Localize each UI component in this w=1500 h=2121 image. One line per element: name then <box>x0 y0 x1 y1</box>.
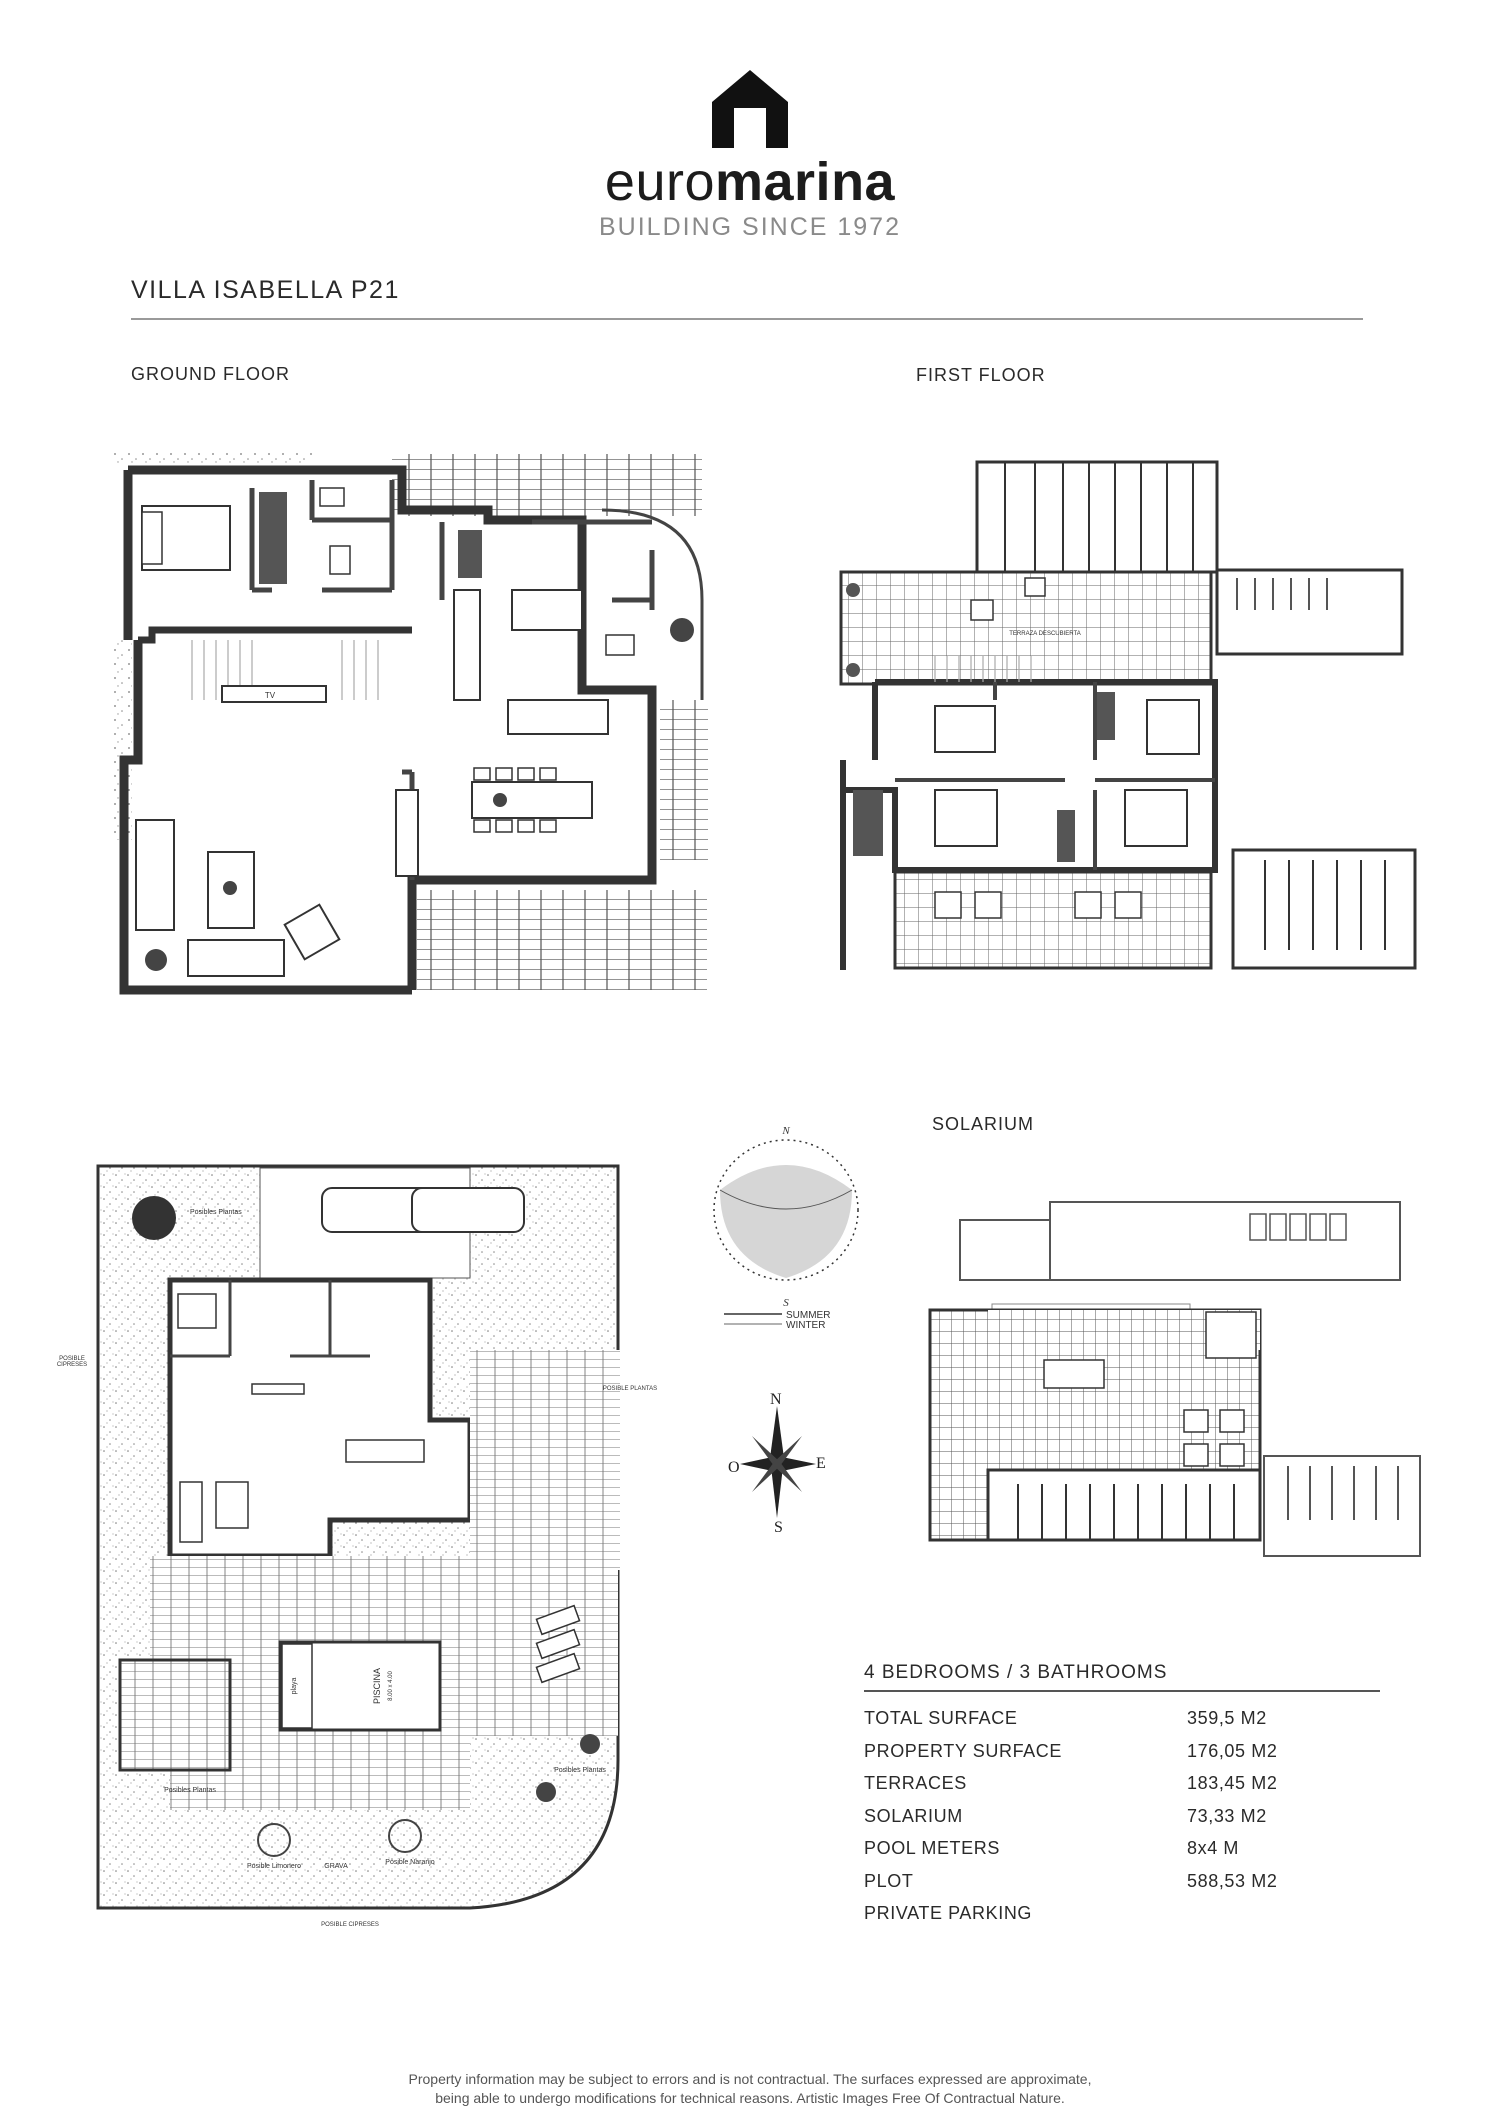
brand-name-light: euro <box>604 152 715 212</box>
winter-label: WINTER <box>786 1320 826 1331</box>
piscina-size-label: 8.00 x 4.00 <box>388 1671 394 1701</box>
compass-e-label: E <box>816 1455 826 1472</box>
playa-label: playa <box>291 1677 298 1695</box>
cipreses-left-label: POSIBLE CIPRESES <box>56 1356 88 1368</box>
summary-row <box>864 1832 1380 1865</box>
sun-south-label: S <box>783 1297 789 1309</box>
sun-path-diagram <box>706 1125 876 1338</box>
brand-name <box>0 152 1500 212</box>
piscina-label: PISCINA <box>372 1667 382 1705</box>
terraza-label: TERRAZA DESCUBIERTA <box>1009 631 1081 637</box>
summary-value: 183,45 M2 <box>1187 1773 1278 1793</box>
summary-value: 588,53 M2 <box>1187 1870 1278 1891</box>
plantas-label-pergola: Posibles Plantas <box>164 1787 216 1794</box>
summary-row <box>864 1702 1380 1735</box>
plantas-label-top: Posibles Plantas <box>190 1209 242 1216</box>
summary-label: PRIVATE PARKING <box>864 1903 1033 1923</box>
summary-label: SOLARIUM <box>864 1805 963 1826</box>
summary-row <box>864 1897 1380 1930</box>
brand-tagline: BUILDING SINCE 1972 <box>599 213 901 241</box>
summary-value: 176,05 M2 <box>1187 1740 1278 1761</box>
naranjo-label: Posible Naranjo <box>385 1859 435 1866</box>
ground-floor-label: GROUND FLOOR <box>131 364 291 384</box>
ground-floor-plan <box>112 450 712 995</box>
summary-label: TOTAL SURFACE <box>864 1708 1018 1728</box>
summary-row <box>864 1735 1380 1768</box>
bed-bath-heading: 4 BEDROOMS / 3 BATHROOMS <box>864 1662 1380 1692</box>
cipreses-bottom-label: POSIBLE CIPRESES <box>321 1922 379 1928</box>
tv-label: TV <box>264 691 276 700</box>
property-summary <box>864 1662 1380 1930</box>
summary-label: POOL METERS <box>864 1838 1000 1858</box>
title-divider <box>131 318 1363 320</box>
summary-label: TERRACES <box>864 1773 967 1793</box>
summary-row <box>864 1865 1380 1898</box>
disclaimer <box>0 2070 1500 2108</box>
first-floor-label: FIRST FLOOR <box>916 365 1046 385</box>
disclaimer-line-2: being able to undergo modifications for technical reasons. Artistic Images Free Of Contractual Nature. <box>435 2090 1065 2106</box>
limonero-label: Posible Limonero <box>246 1863 302 1870</box>
brand-name-bold: marina <box>715 152 896 212</box>
solarium-label: SOLARIUM <box>932 1114 1035 1134</box>
compass-s-label: S <box>774 1519 783 1536</box>
summer-label: SUMMER <box>786 1310 831 1321</box>
compass-n-label: N <box>770 1391 782 1408</box>
grava-label: GRAVA <box>324 1863 348 1870</box>
document-title: VILLA ISABELLA P21 <box>131 276 400 304</box>
site-plan <box>90 1160 658 1930</box>
sun-north-label: N <box>782 1125 790 1137</box>
compass-rose-icon <box>722 1391 832 1536</box>
summary-row <box>864 1800 1380 1833</box>
summary-row <box>864 1767 1380 1800</box>
solarium-plan <box>928 1200 1428 1560</box>
posible-plantas-label: POSIBLE PLANTAS <box>602 1386 658 1392</box>
compass-o-label: O <box>728 1459 740 1476</box>
summary-label: PROPERTY SURFACE <box>864 1740 1062 1761</box>
first-floor-plan <box>835 460 1420 975</box>
summary-label: PLOT <box>864 1870 914 1891</box>
brand-block <box>0 68 1500 242</box>
summary-value: 73,33 M2 <box>1187 1805 1267 1826</box>
summary-value: 8x4 M <box>1187 1838 1240 1858</box>
disclaimer-line-1: Property information may be subject to errors and is not contractual. The surfaces expressed are approximate, <box>408 2071 1092 2087</box>
summary-value: 359,5 M2 <box>1187 1708 1267 1728</box>
house-roof-icon <box>710 68 790 150</box>
plantas-label-right: Posibles Plantas <box>554 1767 606 1774</box>
